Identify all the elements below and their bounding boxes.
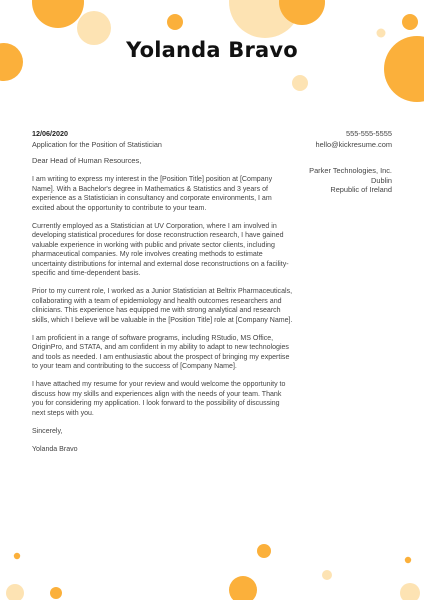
decor-circle [50,587,62,599]
body-paragraph: Prior to my current role, I worked as a Junior Statistician at Beltrix Pharmaceuticals, collaborating with a team of epidemiology and health outcomes researchers and clinicians. This experience has equipped me with strong analytical and research skills, which I believe will be valuable in the [Position Title] role at [Company Name]. [32,288,293,324]
recipient-address [309,166,392,195]
contact-email[interactable]: hello@kickresume.com [315,139,392,149]
decor-circle [14,553,20,559]
body-paragraph: I have attached my resume for your review and would welcome the opportunity to discuss how my skills and experiences align with the needs of your team. Thank you for considering my application. I look forward to the possibility of discussing next steps with you. [32,381,286,417]
recipient-country: Republic of Ireland [330,185,392,195]
decor-circle [405,557,411,563]
decor-circle [292,75,308,91]
decor-circle [167,14,183,30]
contact-block [315,129,392,150]
decor-circle [229,576,257,600]
decor-circle [6,584,24,600]
body-paragraph: Currently employed as a Statistician at UV Corporation, where I am involved in developing statistical procedures for dose reconstruction research, I have gained valuable experience in working with public and private sector clients, including pharmaceutical companies. My role involves creating methods to estimate uncertainty distributions for internal and external dose reconstructions on a facility-specific and time-dependent basis. [32,222,289,278]
closing: Sincerely, [32,427,63,435]
letter-body [32,175,294,463]
letter-subject: Application for the Position of Statistician [32,140,162,149]
applicant-name: Yolanda Bravo [126,38,298,62]
decor-circle [402,14,418,30]
decor-circle [257,544,271,558]
salutation: Dear Head of Human Resources, [32,156,142,165]
signature-name: Yolanda Bravo [32,446,78,454]
letter-date: 12/06/2020 [32,129,68,138]
decor-circle [32,0,84,28]
decor-circle [377,29,386,38]
contact-phone: 555-555-5555 [345,129,392,138]
recipient-city: Dublin [371,175,392,185]
decor-circle [322,570,332,580]
decor-circle [229,0,301,38]
body-paragraph: I am writing to express my interest in the [Position Title] position at [Company Name]. With a Bachelor's degree in Mathematics & Statistics and 3 years of experience as a Statistician in consultancy and corporate environments, I am excited about the opportunity to contribute to your team. [32,176,273,212]
recipient-company: Parker Technologies, Inc. [309,166,392,175]
decor-circle [279,0,325,25]
decor-circle [400,583,420,600]
body-paragraph: I am proficient in a range of software programs, including RStudio, MS Office, OriginPro, and STATA, and am confident in my ability to adapt to new technologies and tools as needed. I am enthusiastic about the prospect of bringing my expertise to your team and contributing to the success of [Company Name]. [32,334,290,371]
